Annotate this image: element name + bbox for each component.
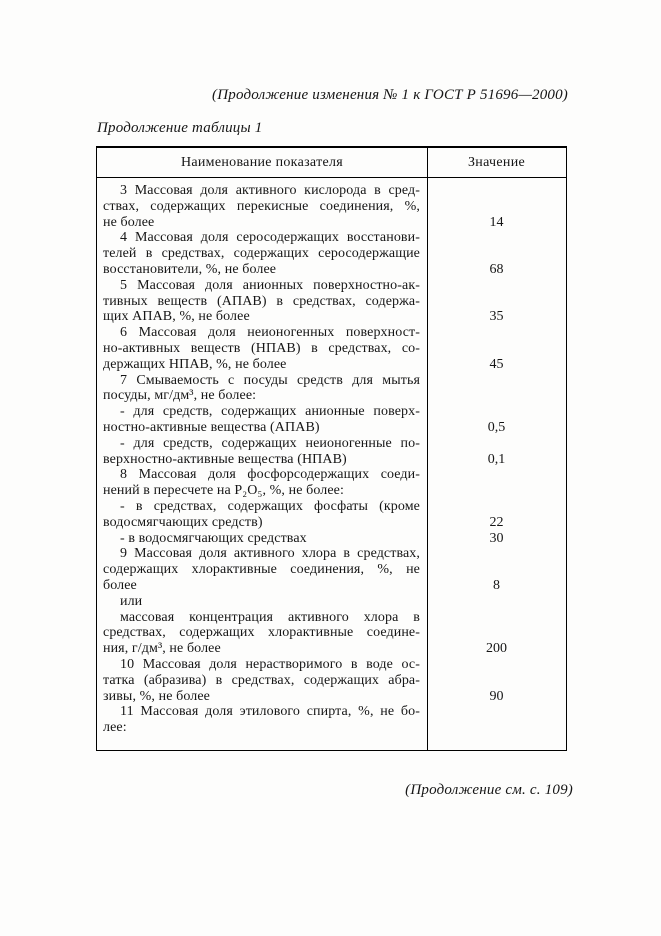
indicator-value-cell	[427, 704, 566, 736]
indicator-text-line: нений в пересчете на P₂O₅, %, не более:	[103, 483, 344, 499]
indicator-text-line: ствах, содержащих перекисные соединения, %,	[103, 198, 420, 214]
column-divider	[427, 148, 428, 750]
indicator-text-line: посуды, мг/дм³, не более:	[103, 388, 257, 404]
indicator-text-line: 3 Массовая доля активного кислорода в сред-	[120, 183, 420, 198]
indicator-text-line: 7 Смываемость с посуды средств для мытья	[120, 372, 420, 388]
indicator-text-line: 9 Массовая доля активного хлора в средствах,	[120, 546, 420, 562]
indicators-table	[96, 146, 567, 751]
indicator-value-cell	[427, 610, 566, 657]
indicator-value-cell	[427, 278, 566, 325]
table-row	[97, 278, 566, 325]
indicator-text-line: верхностно-активные вещества (НПАВ)	[103, 451, 347, 467]
table-caption: Продолжение таблицы 1	[97, 120, 263, 136]
indicator-name-cell	[97, 467, 427, 499]
table-row	[97, 404, 566, 436]
table-row	[97, 436, 566, 468]
table-header-row	[97, 148, 566, 178]
indicator-name-cell	[97, 436, 427, 468]
indicator-name-cell	[97, 373, 427, 405]
indicator-text-line: щих АПАВ, %, не более	[103, 309, 250, 325]
indicator-value: 0,1	[487, 451, 506, 467]
indicator-text-line: или	[120, 593, 143, 609]
indicator-name-cell	[97, 404, 427, 436]
indicator-name-cell	[97, 499, 427, 531]
table-row	[97, 325, 566, 372]
indicator-text-line: - в водосмягчающих средствах	[120, 530, 307, 546]
indicator-value-cell	[427, 230, 566, 277]
table-row	[97, 230, 566, 277]
indicator-value: 8	[493, 577, 500, 593]
indicator-text-line: - в средствах, содержащих фосфаты (кроме	[120, 498, 420, 514]
indicator-text-line: 6 Массовая доля неионогенных поверхност-	[120, 325, 420, 341]
indicator-name-cell	[97, 594, 427, 610]
indicator-text-line: 11 Массовая доля этилового спирта, %, не бо-	[120, 704, 420, 720]
indicator-text-line: не более	[103, 214, 155, 230]
indicator-value: 68	[489, 261, 504, 277]
table-row	[97, 499, 566, 531]
indicator-value-cell	[427, 325, 566, 372]
indicator-value-cell	[427, 373, 566, 405]
indicator-text-line: - для средств, содержащих анионные поверх-	[120, 404, 420, 420]
indicator-text-line: ностно-активные вещества (АПАВ)	[103, 419, 320, 435]
indicator-text-line: телей в средствах, содержащих серосодержащие	[103, 246, 420, 262]
table-row	[97, 183, 566, 230]
indicator-text-line: держащих НПАВ, %, не более	[103, 356, 287, 372]
indicator-value-cell	[427, 594, 566, 610]
indicator-text-line: 5 Массовая доля анионных поверхностно-ак-	[120, 277, 420, 293]
indicator-value-cell	[427, 467, 566, 499]
indicator-text-line: восстановители, %, не более	[103, 261, 277, 277]
indicator-value: 22	[489, 514, 504, 530]
indicator-text-line: но-активных веществ (НПАВ) в средствах, со-	[103, 340, 420, 356]
indicator-value: 14	[489, 214, 504, 230]
header-cell-value: Значение	[467, 154, 525, 170]
indicator-value-cell	[427, 183, 566, 230]
amendment-continuation-note: (Продолжение изменения № 1 к ГОСТ Р 51696—2000)	[212, 87, 568, 103]
table-body	[97, 178, 566, 750]
indicator-name-cell	[97, 610, 427, 657]
indicator-text-line: - для средств, содержащих неионогенные по-	[120, 435, 420, 451]
table-row	[97, 531, 566, 547]
indicator-name-cell	[97, 183, 427, 230]
table-row	[97, 610, 566, 657]
table-row	[97, 373, 566, 405]
indicator-text-line: татка (абразива) в средствах, содержащих абра-	[103, 672, 420, 688]
indicator-text-line: лее:	[103, 720, 127, 736]
header-cell-indicator-name: Наименование показателя	[180, 154, 344, 170]
indicator-text-line: 4 Массовая доля серосодержащих восстанови-	[120, 230, 420, 246]
indicator-value-cell	[427, 546, 566, 593]
indicator-text-line: ния, г/дм³, не более	[103, 641, 221, 657]
indicator-value: 35	[489, 309, 504, 325]
indicator-value: 0,5	[487, 419, 506, 435]
indicator-name-cell	[97, 230, 427, 277]
table-row	[97, 546, 566, 593]
indicator-name-cell	[97, 531, 427, 547]
table-row	[97, 594, 566, 610]
indicator-text-line: массовая концентрация активного хлора в	[120, 609, 420, 625]
indicator-name-cell	[97, 278, 427, 325]
table-row	[97, 704, 566, 736]
indicator-value-cell	[427, 657, 566, 704]
indicator-name-cell	[97, 657, 427, 704]
indicator-text-line: 8 Массовая доля фосфорсодержащих соеди-	[120, 467, 420, 483]
indicator-text-line: 10 Массовая доля нерастворимого в воде ос-	[120, 656, 420, 672]
indicator-text-line: содержащих хлорактивные соединения, %, не	[103, 562, 420, 578]
indicator-name-cell	[97, 704, 427, 736]
indicator-value-cell	[427, 499, 566, 531]
indicator-value: 30	[489, 530, 504, 546]
indicator-value-cell	[427, 531, 566, 547]
indicator-name-cell	[97, 546, 427, 593]
indicator-text-line: средствах, содержащих хлорактивные соедине-	[103, 625, 420, 641]
continuation-see-page-note: (Продолжение см. с. 109)	[405, 782, 573, 798]
indicator-value: 200	[486, 641, 507, 657]
table-row	[97, 657, 566, 704]
table-row	[97, 467, 566, 499]
indicator-text-line: тивных веществ (АПАВ) в средствах, содержа-	[103, 293, 420, 309]
indicator-value-cell	[427, 404, 566, 436]
indicator-value: 45	[489, 356, 504, 372]
indicator-text-line: зивы, %, не более	[103, 688, 210, 704]
indicator-value: 90	[489, 688, 504, 704]
indicator-text-line: водосмягчающих средств)	[103, 514, 263, 530]
indicator-text-line: более	[103, 577, 137, 593]
indicator-name-cell	[97, 325, 427, 372]
indicator-value-cell	[427, 436, 566, 468]
